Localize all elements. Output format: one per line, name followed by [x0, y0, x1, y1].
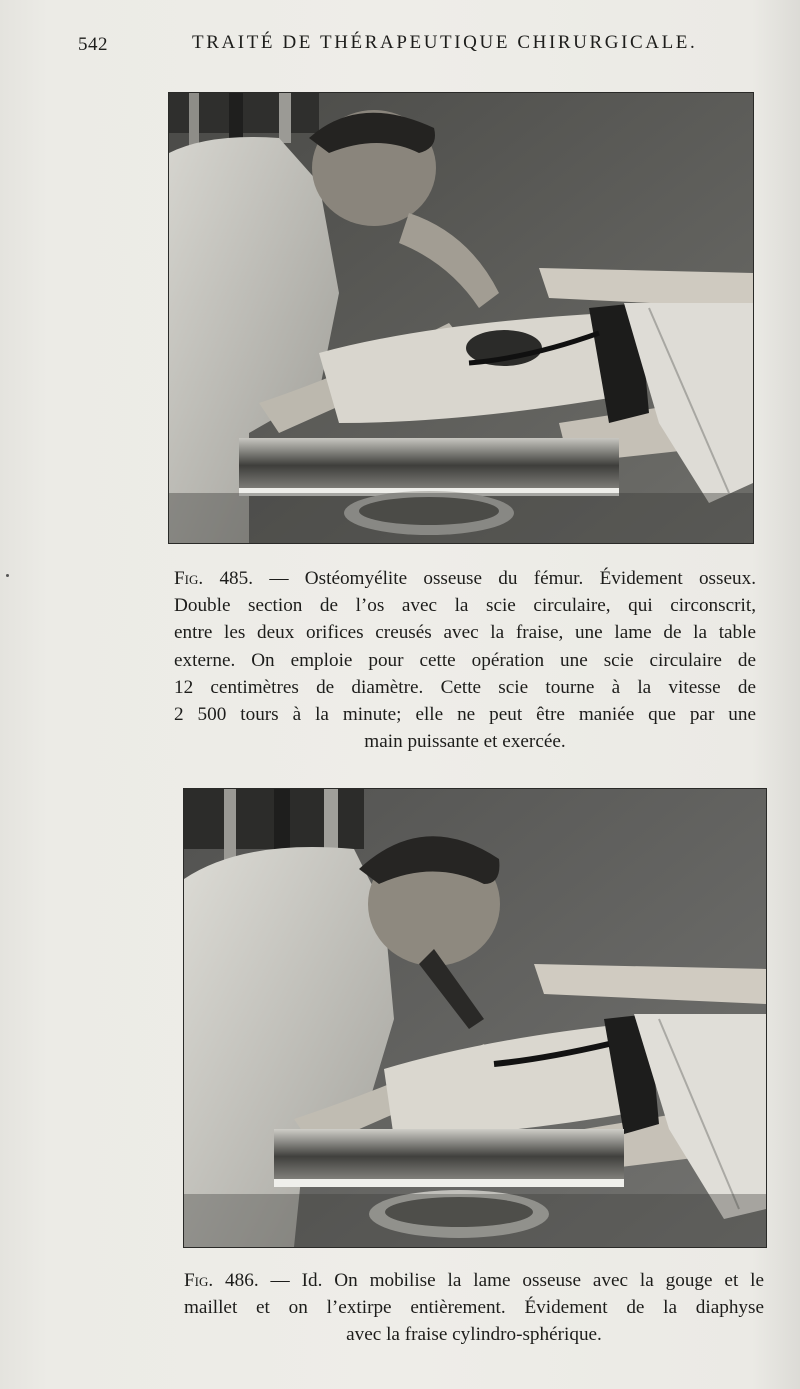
figure-485-caption [174, 565, 756, 755]
caption-line: entre les deux orifices creusés avec la fraise, une lame de la table [174, 622, 756, 644]
caption-line: Double section de l’os avec la scie circulaire, qui circonscrit, [174, 595, 756, 617]
caption-line: externe. On emploie pour cette opération une scie circulaire de [174, 649, 756, 671]
caption-line: 12 centimètres de diamètre. Cette scie tourne à la vitesse de [174, 676, 756, 698]
figure-486-photograph [183, 788, 767, 1248]
caption-line: — Id. On mobilise la lame osseuse avec la gouge et le [258, 1270, 764, 1291]
figure-486-caption [184, 1267, 764, 1349]
figure-485-photograph [168, 92, 754, 544]
page-number: 542 [78, 34, 108, 55]
caption-line: maillet et on l’extirpe entièrement. Évidement de la diaphyse [184, 1297, 764, 1319]
surgery-photo-gouge [184, 789, 766, 1247]
figure-485-label: Fig. 485. [174, 568, 254, 589]
caption-line: 2 500 tours à la minute; elle ne peut être maniée que par une [174, 703, 756, 725]
caption-line: avec la fraise cylindro-sphérique. [346, 1324, 602, 1346]
caption-line: main puissante et exercée. [364, 731, 566, 753]
figure-486-label: Fig. 486. [184, 1270, 259, 1291]
running-title: TRAITÉ DE THÉRAPEUTIQUE CHIRURGICALE. [192, 32, 698, 53]
caption-line: — Ostéomyélite osseuse du fémur. Évidement osseux. [253, 568, 756, 589]
surgery-photo-saw [169, 93, 753, 543]
print-speck [6, 574, 9, 577]
